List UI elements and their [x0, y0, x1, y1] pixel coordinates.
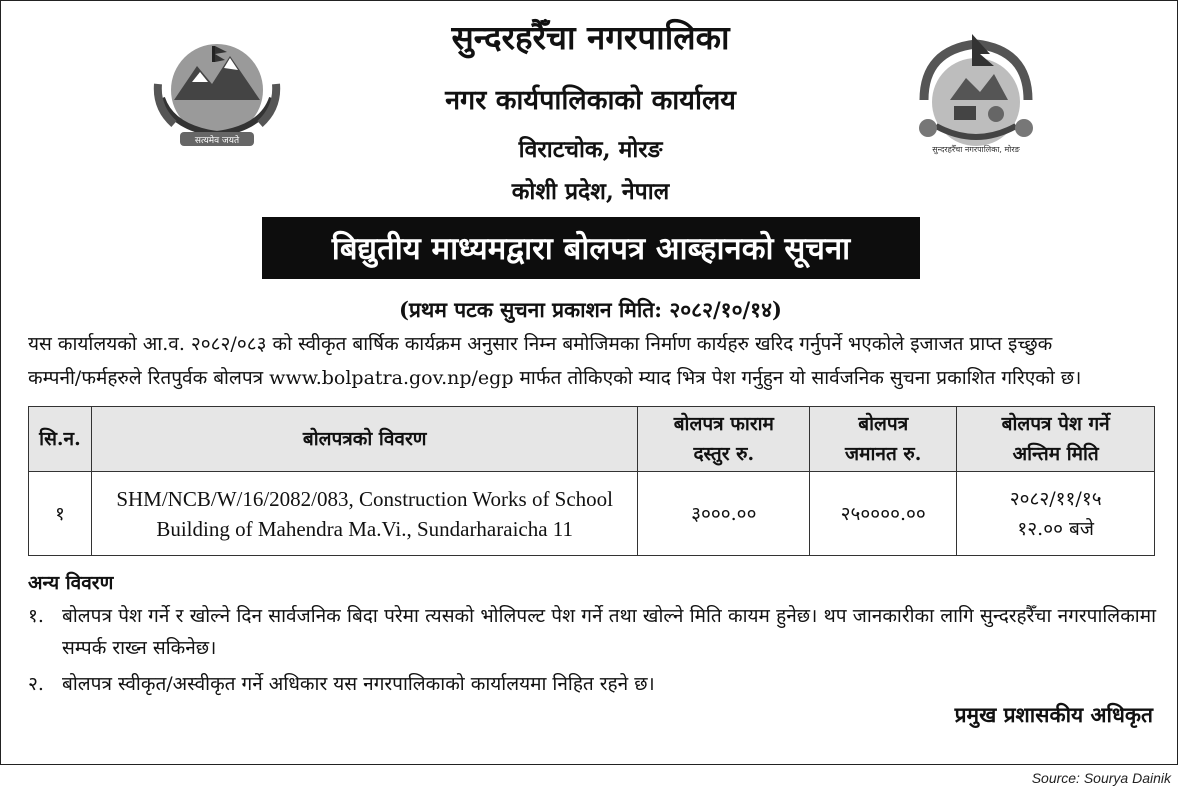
header-bid-security: [810, 407, 957, 472]
list-item: [28, 600, 1156, 664]
row-sn: १: [29, 472, 92, 556]
note-text: बोलपत्र स्वीकृत/अस्वीकृत गर्ने अधिकार यस नगरपालिकाको कार्यालयमा निहित रहने छ।: [62, 673, 655, 695]
table-row: [29, 472, 1155, 556]
note-text: बोलपत्र पेश गर्ने र खोल्ने दिन सार्वजनिक बिदा परेमा त्यसको भोलिपल्ट पेश गर्ने तथा खोल्ने मिति कायम हुनेछ। थप जानकारीका लागि सुन्दरहरैँचा नगरपालिकामा सम्पर्क राख्न सकिनेछ।: [62, 605, 1156, 659]
row-deadline-date: २०८२/११/१५: [1009, 487, 1102, 510]
row-deadline-time: १२.०० बजे: [1017, 517, 1094, 540]
list-item: [28, 668, 1156, 700]
row-description-line2: Building of Mahendra Ma.Vi., Sundarharaicha 11: [156, 516, 574, 541]
source-credit: Source: Sourya Dainik: [1031, 770, 1171, 786]
note-number: १.: [28, 605, 44, 627]
signatory-title: प्रमुख प्रशासकीय अधिकृत: [954, 702, 1153, 727]
row-description-line1: SHM/NCB/W/16/2082/083, Construction Works of School: [116, 486, 614, 511]
emblem-caption: सुन्दरहरैँचा नगरपालिका, मोरङ: [932, 145, 1020, 154]
notice-title-banner: [262, 217, 920, 279]
header-deadline-line1: बोलपत्र पेश गर्ने: [1001, 413, 1110, 435]
header-bid-security-line2: जमानत रु.: [845, 443, 922, 465]
tender-table: [28, 406, 1155, 556]
header-description: बोलपत्रको विवरण: [91, 407, 638, 472]
intro-line-1: यस कार्यालयको आ.व. २०८२/०८३ को स्वीकृत बार्षिक कार्यक्रम अनुसार निम्न बमोजिमका निर्माण कार्यहरु खरिद गर्नुपर्ने भएकोले इजाजत प्राप्त इच्छुक: [28, 333, 1053, 355]
header-bid-security-line1: बोलपत्र: [858, 413, 909, 435]
intro-paragraph: [28, 327, 1154, 395]
office-address: विराटचोक, मोरङ: [518, 136, 663, 163]
province-country: कोशी प्रदेश, नेपाल: [511, 178, 670, 205]
header-form-fee-line2: दस्तुर रु.: [693, 443, 755, 465]
header-sn: सि.न.: [29, 407, 92, 472]
note-number: २.: [28, 673, 44, 695]
row-bid-security: २५००००.००: [810, 472, 957, 556]
header-deadline-line2: अन्तिम मिति: [1012, 443, 1099, 465]
emblem-caption: सत्यमेव जयते: [194, 136, 240, 146]
header-form-fee-line1: बोलपत्र फाराम: [673, 413, 774, 435]
row-description: [91, 472, 638, 556]
header-deadline: [957, 407, 1155, 472]
office-name: नगर कार्यपालिकाको कार्यालय: [445, 85, 736, 116]
header-form-fee: [638, 407, 810, 472]
intro-line-2: कम्पनी/फर्महरुले रितपुर्वक बोलपत्र www.bolpatra.gov.np/egp मार्फत तोकिएको म्याद भित्र पेश गर्नुहुन यो सार्वजनिक सुचना प्रकाशित गरिएको छ।: [28, 367, 1082, 389]
notice-title: बिद्युतीय माध्यमद्वारा बोलपत्र आब्हानको सूचना: [331, 231, 851, 267]
row-form-fee: ३०००.००: [638, 472, 810, 556]
publish-date: (प्रथम पटक सुचना प्रकाशन मिति: २०८२/१०/१४): [399, 297, 782, 322]
table-header-row: [29, 407, 1155, 472]
municipality-name: सुन्दरहरैँचा नगरपालिका: [451, 18, 730, 57]
other-details-title: अन्य विवरण: [28, 572, 114, 594]
row-deadline: [957, 472, 1155, 556]
